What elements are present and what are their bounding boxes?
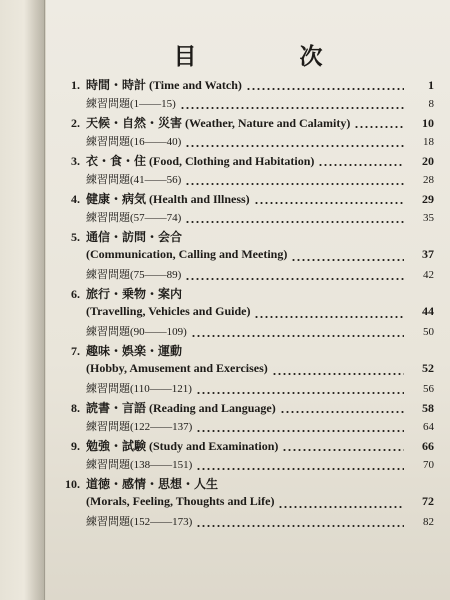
exercise-label: 練習問題(110――121) xyxy=(86,383,192,395)
exercise-page: 50 xyxy=(423,326,434,338)
chapter-title: 通信・訪問・会合 xyxy=(86,230,183,244)
exercise-page: 18 xyxy=(423,136,434,148)
exercise-page: 8 xyxy=(428,98,434,110)
exercise-page: 42 xyxy=(423,269,434,281)
contents-page xyxy=(46,0,450,600)
leader-dots xyxy=(185,183,404,185)
chapter-number: 1. xyxy=(71,78,80,92)
exercise-page: 28 xyxy=(423,174,434,186)
chapter-number: 4. xyxy=(71,192,80,206)
chapter-page: 1 xyxy=(428,78,434,92)
exercise-label: 練習問題(57――74) xyxy=(86,212,182,224)
chapter-title: 衣・食・住 (Food, Clothing and Habitation) xyxy=(86,154,315,168)
chapter-page: 58 xyxy=(422,401,434,415)
chapter-number: 5. xyxy=(71,230,80,244)
exercise-label: 練習問題(16――40) xyxy=(86,136,182,148)
exercise-label: 練習問題(90――109) xyxy=(86,326,187,338)
leader-dots xyxy=(254,202,404,204)
chapter-title: (Communication, Calling and Meeting) xyxy=(86,247,288,261)
exercise-page: 35 xyxy=(423,212,434,224)
chapter-title: 趣味・娯楽・運動 xyxy=(86,344,183,358)
toc-entry xyxy=(46,285,434,342)
leader-dots xyxy=(185,278,404,280)
chapter-page: 44 xyxy=(422,304,434,318)
chapter-number: 8. xyxy=(71,401,80,415)
exercise-label: 練習問題(138――151) xyxy=(86,459,193,471)
chapter-number: 2. xyxy=(71,116,80,130)
leader-dots xyxy=(196,525,404,527)
table-of-contents xyxy=(46,76,434,532)
toc-entry xyxy=(46,437,434,475)
chapter-number: 3. xyxy=(71,154,80,168)
chapter-page: 10 xyxy=(422,116,434,130)
leader-dots xyxy=(185,221,404,223)
chapter-page: 37 xyxy=(422,247,434,261)
chapter-title: (Travelling, Vehicles and Guide) xyxy=(86,304,251,318)
facing-page-edge xyxy=(0,0,45,600)
toc-entry xyxy=(46,342,434,399)
chapter-title: 旅行・乗物・案内 xyxy=(86,287,183,301)
toc-entry xyxy=(46,399,434,437)
chapter-page: 20 xyxy=(422,154,434,168)
chapter-number: 6. xyxy=(71,287,80,301)
chapter-title: (Morals, Feeling, Thoughts and Life) xyxy=(86,494,275,508)
leader-dots xyxy=(196,430,404,432)
exercise-page: 82 xyxy=(423,516,434,528)
exercise-label: 練習問題(152――173) xyxy=(86,516,193,528)
leader-dots xyxy=(196,468,404,470)
chapter-page: 72 xyxy=(422,494,434,508)
leader-dots xyxy=(278,506,404,508)
leader-dots xyxy=(354,126,404,128)
leader-dots xyxy=(185,145,404,147)
toc-entry xyxy=(46,152,434,190)
chapter-number: 10. xyxy=(65,477,80,491)
chapter-title: 時間・時計 (Time and Watch) xyxy=(86,78,242,92)
leader-dots xyxy=(272,373,404,375)
toc-entry xyxy=(46,76,434,114)
exercise-page: 56 xyxy=(423,383,434,395)
chapter-title: 勉強・試験 (Study and Examination) xyxy=(86,439,279,453)
chapter-page: 29 xyxy=(422,192,434,206)
leader-dots xyxy=(291,259,404,261)
toc-entry xyxy=(46,190,434,228)
chapter-page: 66 xyxy=(422,439,434,453)
chapter-number: 7. xyxy=(71,344,80,358)
leader-dots xyxy=(246,88,404,90)
leader-dots xyxy=(191,335,404,337)
chapter-number: 9. xyxy=(71,439,80,453)
leader-dots xyxy=(254,316,404,318)
chapter-title: 読書・言語 (Reading and Language) xyxy=(86,401,276,415)
toc-entry xyxy=(46,228,434,285)
toc-entry xyxy=(46,475,434,532)
chapter-title: 健康・病気 (Health and Illness) xyxy=(86,192,250,206)
exercise-label: 練習問題(41――56) xyxy=(86,174,182,186)
exercise-page: 64 xyxy=(423,421,434,433)
leader-dots xyxy=(196,392,404,394)
toc-entry xyxy=(46,114,434,152)
leader-dots xyxy=(282,449,404,451)
leader-dots xyxy=(318,164,404,166)
chapter-title: 道徳・感情・思想・人生 xyxy=(86,477,219,491)
chapter-page: 52 xyxy=(422,361,434,375)
exercise-label: 練習問題(1――15) xyxy=(86,98,176,110)
leader-dots xyxy=(180,107,404,109)
exercise-page: 70 xyxy=(423,459,434,471)
leader-dots xyxy=(280,411,404,413)
chapter-title: 天候・自然・災害 (Weather, Nature and Calamity) xyxy=(86,116,351,130)
exercise-label: 練習問題(75――89) xyxy=(86,269,182,281)
exercise-label: 練習問題(122――137) xyxy=(86,421,193,433)
chapter-title: (Hobby, Amusement and Exercises) xyxy=(86,361,268,375)
page-title: 目 次 xyxy=(173,44,363,69)
